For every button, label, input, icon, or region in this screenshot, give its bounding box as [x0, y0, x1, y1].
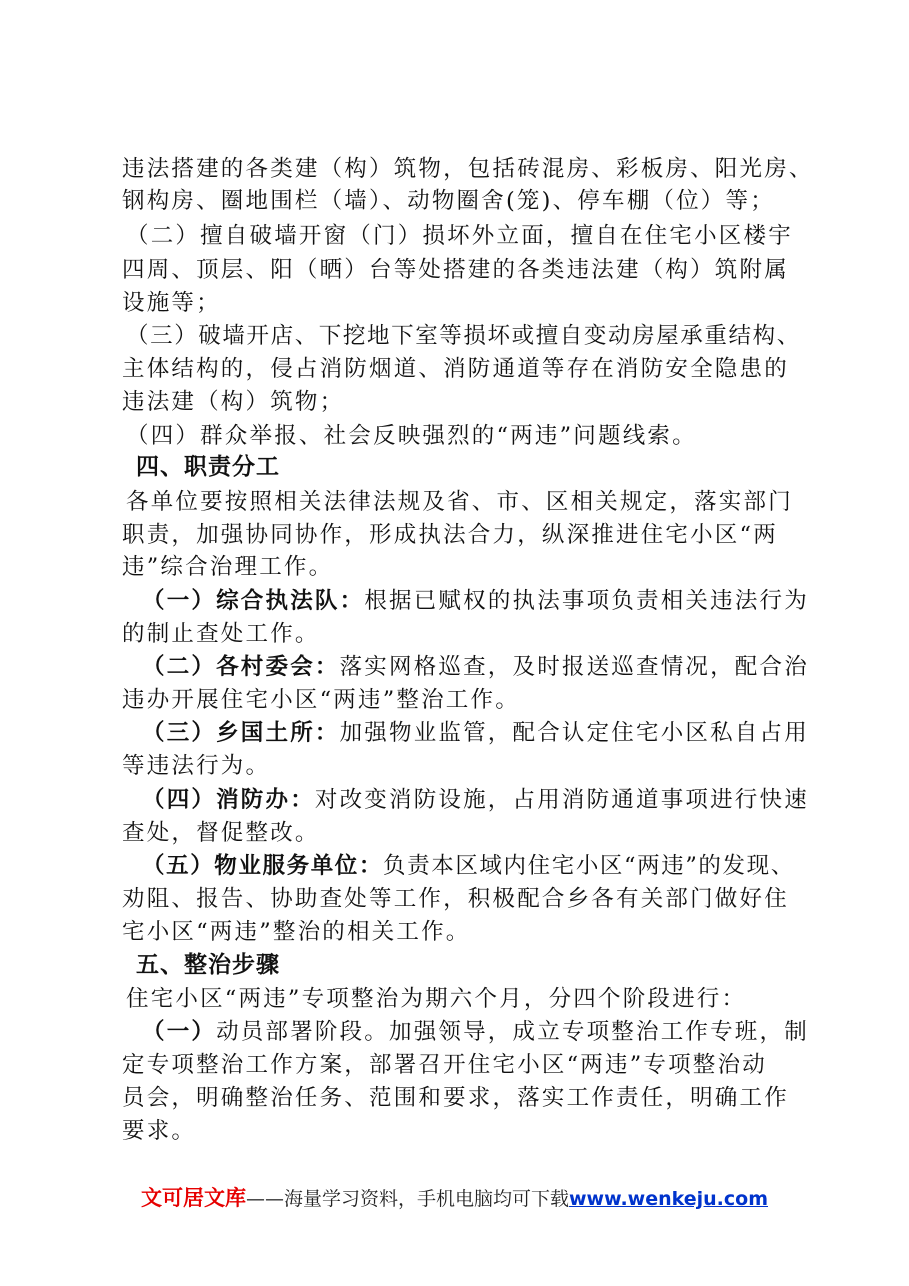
text-line [126, 221, 816, 251]
footer-banner [0, 1182, 909, 1212]
text-line [122, 619, 812, 649]
line-text: 各单位要按照相关法律法规及省、市、区相关规定，落实部门 [126, 489, 793, 515]
line-text: 违法建（构）筑物； [122, 389, 345, 415]
text-line [122, 1050, 812, 1080]
line-text: 动员部署阶段。加强领导，成立专项整治工作专班，制 [216, 1019, 809, 1045]
line-text: 落实网格巡查，及时报送巡查情况，配合治 [339, 654, 809, 680]
footer-slogan: 海量学习资料，手机电脑均可下载 [283, 1188, 569, 1210]
item-lead: （二）各村委会： [142, 654, 340, 680]
line-text: （四）群众举报、社会反映强烈的“两违”问题线索。 [126, 423, 697, 449]
text-line [142, 1017, 832, 1047]
section-heading [136, 950, 826, 980]
brand-name: 文可居文库 [140, 1186, 246, 1210]
line-text: 负责本区域内住宅小区“两违”的发现、 [383, 853, 795, 879]
line-text: 主体结构的，侵占消防烟道、消防通道等存在消防安全隐患的 [122, 356, 789, 382]
text-line [126, 321, 816, 351]
section-heading-text: 四、职责分工 [136, 454, 280, 480]
line-text: 违法搭建的各类建（构）筑物，包括砖混房、彩板房、阳光房、 [122, 156, 814, 182]
line-text: 住宅小区“两违”专项整治为期六个月，分四个阶段进行： [126, 986, 747, 1012]
text-line [122, 288, 812, 318]
text-line [122, 354, 812, 384]
line-text: 要求。 [122, 1118, 197, 1144]
item-lead: （一）综合执法队： [142, 588, 365, 614]
line-text: 违”综合治理工作。 [122, 554, 334, 580]
line-text: 职责，加强协同协作，形成执法合力，纵深推进住宅小区“两 [122, 522, 778, 548]
text-line [122, 255, 812, 285]
text-line [122, 154, 812, 184]
line-text: （二）擅自破墙开窗（门）损坏外立面，擅自在住宅小区楼宇 [126, 223, 793, 249]
line-text: 钢构房、圈地围栏（墙）、动物圈舍(笼)、停车棚（位）等； [122, 188, 775, 214]
item-lead: （五）物业服务单位： [142, 853, 384, 879]
text-line [126, 487, 816, 517]
text-line [122, 1083, 812, 1113]
section-heading-text: 五、整治步骤 [136, 952, 280, 978]
line-text: 四周、顶层、阳（晒）台等处搭建的各类违法建（构）筑附属 [122, 257, 789, 283]
line-text: 宅小区“两违”整治的相关工作。 [122, 919, 471, 945]
text-line [122, 387, 812, 417]
line-text: 的制止查处工作。 [122, 621, 320, 647]
line-text: 加强物业监管，配合认定住宅小区私自占用 [339, 720, 809, 746]
line-text: 等违法行为。 [122, 753, 271, 779]
text-line [142, 851, 832, 881]
text-line [126, 421, 816, 451]
website-link[interactable]: www.wenkeju.com [569, 1188, 769, 1210]
text-line [122, 685, 812, 715]
line-text: （三）破墙开店、下挖地下室等损坏或擅自变动房屋承重结构、 [126, 323, 801, 349]
text-line [122, 186, 812, 216]
item-lead: （四）消防办： [142, 787, 315, 813]
line-text: 对改变消防设施，占用消防通道事项进行快速 [314, 787, 809, 813]
text-line [142, 586, 832, 616]
line-text: 查处，督促整改。 [122, 820, 320, 846]
section-heading [136, 452, 826, 482]
item-lead: （三）乡国土所： [142, 720, 340, 746]
text-line [122, 520, 812, 550]
text-line [122, 1116, 812, 1146]
footer-dash: —— [245, 1188, 284, 1210]
text-line [126, 984, 816, 1014]
line-text: 劝阻、报告、协助查处等工作，积极配合乡各有关部门做好住 [122, 886, 789, 912]
text-line [122, 751, 812, 781]
line-text: 违办开展住宅小区“两违”整治工作。 [122, 687, 520, 713]
text-line [122, 818, 812, 848]
line-text: 定专项整治工作方案，部署召开住宅小区“两违”专项整治动 [122, 1052, 767, 1078]
text-line [122, 917, 812, 947]
line-text: 设施等； [122, 290, 221, 316]
line-text: 员会，明确整治任务、范围和要求，落实工作责任，明确工作 [122, 1085, 789, 1111]
text-line [142, 718, 832, 748]
text-line [122, 884, 812, 914]
text-line [122, 552, 812, 582]
line-text: 根据已赋权的执法事项负责相关违法行为 [364, 588, 809, 614]
text-line [142, 785, 832, 815]
item-lead: （一） [142, 1019, 217, 1045]
text-line [142, 652, 832, 682]
